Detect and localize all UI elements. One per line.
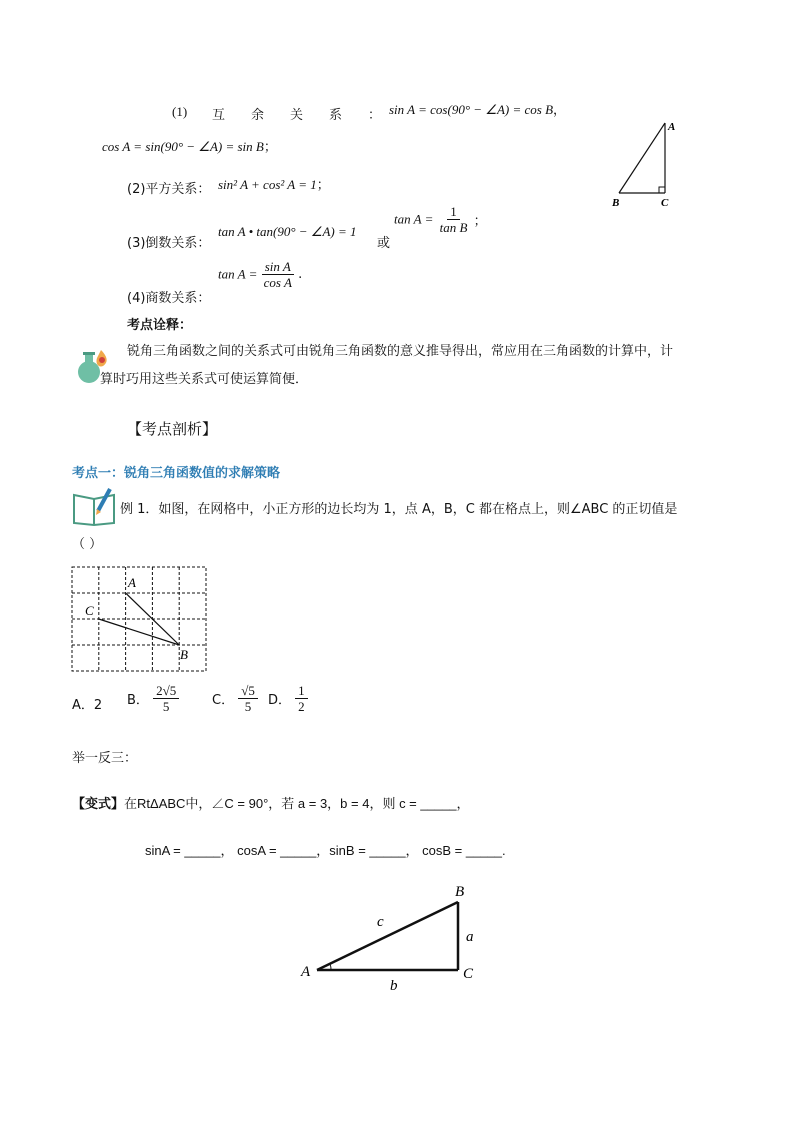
option-c: C． $\frac{√5}{5}$ xyxy=(212,683,258,714)
top-triangle-label-b: B xyxy=(612,197,620,209)
relation-1-formula-a: sin A = cos(90° − ∠A) = cos B， xyxy=(389,102,567,118)
relation-1-formula-b: cos A = sin(90° − ∠A) = sin B； xyxy=(102,139,277,155)
relation-1-label: (1) xyxy=(172,104,188,119)
option-b: B． $\frac{2√5}{5}$ xyxy=(127,683,179,714)
relation-3-or: 或 xyxy=(377,236,391,251)
book-pencil-icon xyxy=(70,485,120,527)
relation-3-formula: tan A • tan(90° − ∠A) = 1 xyxy=(218,224,357,239)
example-1-paren: （ ） xyxy=(72,537,103,552)
relation-3-fraction: tan A = $\frac{1}{\text{tan B}}$ ； xyxy=(394,204,487,235)
bottom-triangle-label-a-vertex: A xyxy=(301,964,311,980)
variant-line-1: 【变式】在RtΔABC中，∠C = 90°，若 a = 3，b = 4，则 c = _____， xyxy=(72,796,470,812)
section-title: 【考点剖析】 xyxy=(127,420,218,438)
note-title: 考点诠释： xyxy=(127,318,193,333)
bottom-triangle-label-b-vertex: B xyxy=(455,884,465,900)
grid-label-a: A xyxy=(128,575,136,590)
note-line-2: 算时巧用这些关系式可使运算简便． xyxy=(100,372,309,387)
bottom-triangle-side-b: b xyxy=(390,978,398,994)
grid-diagram xyxy=(70,565,210,675)
bottom-triangle-side-c: c xyxy=(377,914,384,930)
relation-4-fraction: tan A = $\frac{\text{sin A}}{\text{cos A}}$ . xyxy=(218,259,303,290)
grid-label-b: B xyxy=(180,647,188,662)
top-triangle-label-a: A xyxy=(668,121,676,133)
bottom-triangle-label-c-vertex: C xyxy=(463,966,474,982)
right-triangle-diagram xyxy=(605,115,685,211)
grid-label-c: C xyxy=(85,603,94,618)
note-line-1: 锐角三角函数之间的关系式可由锐角三角函数的意义推导得出，常应用在三角函数的计算中，计 xyxy=(127,344,674,359)
relation-3-label: (3)倒数关系： xyxy=(127,236,211,251)
point-1-title: 考点一：锐角三角函数值的求解策略 xyxy=(72,466,281,481)
example-1-text: 例 1．如图，在网格中，小正方形的边长均为 1，点 A，B，C 都在格点上，则∠ABC 的正切值是 xyxy=(120,502,678,517)
relation-1-name: 互余关系： xyxy=(212,108,408,123)
relation-2-formula: sin² A + cos² A = 1； xyxy=(218,177,330,193)
relation-4-label: (4)商数关系： xyxy=(127,291,211,306)
variant-line-2: sinA = _____， cosA = _____，sinB = _____， cosB = _____. xyxy=(145,843,506,858)
relation-2-label: (2)平方关系： xyxy=(127,182,211,197)
bottom-triangle-side-a: a xyxy=(466,929,474,945)
top-triangle-label-c: C xyxy=(661,197,669,209)
extend-title: 举一反三： xyxy=(72,751,138,766)
option-d: D． $\frac{1}{2}$ xyxy=(268,683,308,714)
option-a: A．2 xyxy=(72,698,103,713)
bottom-triangle-diagram xyxy=(295,878,485,998)
